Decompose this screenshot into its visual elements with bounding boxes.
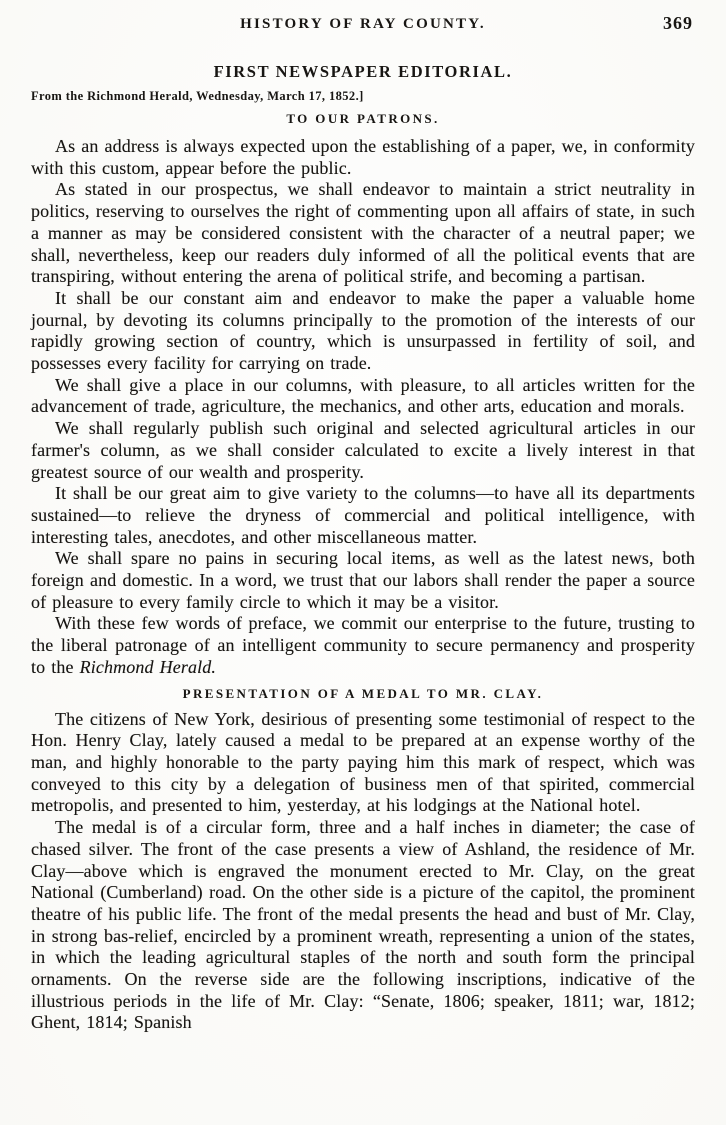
section-heading-medal: PRESENTATION OF A MEDAL TO MR. CLAY. [182, 685, 544, 701]
page-header [31, 13, 695, 38]
paragraph: It shall be our great aim to give variety to the columns—to have all its departments sustained—to relieve the dryness of commercial and political intelligence, with interesting tales, anecdotes, and other miscellaneous matter. [31, 483, 695, 547]
paragraph: We shall spare no pains in securing local items, as well as the latest news, both foreign and domestic. In a word, we trust that our labors shall render the paper a source of pleasure to every family circle to which it may be a visitor. [31, 548, 695, 612]
article-title: FIRST NEWSPAPER EDITORIAL. [213, 62, 513, 81]
paragraph-closing [31, 613, 695, 678]
richmond-herald-italic: Richmond Herald. [79, 656, 216, 677]
section-heading-to-our-patrons: TO OUR PATRONS. [286, 111, 440, 126]
paragraph: As an address is always expected upon the establishing of a paper, we, in conformity with this custom, appear before the public. [31, 136, 695, 178]
paragraph: The medal is of a circular form, three and a half inches in diameter; the case of chased silver. The front of the case presents a view of Ashland, the residence of Mr. Clay—above which is engraved the monument erected to Mr. Clay, on the great National (Cumberland) road. On the other side is a picture of the capitol, the prominent theatre of his public life. The front of the medal presents the head and bust of Mr. Clay, in strong bas-relief, encircled by a prominent wreath, representing a union of the states, in which the leading agricultural staples of the north and south form the principal ornaments. On the reverse side are the following inscriptions, indicative of the illustrious periods in the life of Mr. Clay: “Senate, 1806; speaker, 1811; war, 1812; Ghent, 1814; Spanish [31, 817, 695, 1033]
editorial-article [31, 62, 695, 679]
paragraph: We shall give a place in our columns, with pleasure, to all articles written for the advancement of trade, agriculture, the mechanics, and other arts, education and morals. [31, 374, 695, 417]
paragraph: As stated in our prospectus, we shall endeavor to maintain a strict neutrality in politics, reserving to ourselves the right of commenting upon all affairs of state, in such a manner as may be considered consistent with the character of a neutral paper; we shall, nevertheless, keep our readers duly informed of all the political events that are transpiring, without entering the arena of political strife, and becoming a partisan. [31, 179, 695, 287]
paragraph: We shall regularly publish such original and selected agricultural articles in our farmer's column, as we shall consider calculated to excite a lively interest in that greatest source of our wealth and prosperity. [31, 418, 695, 482]
page-number: 369 [663, 13, 693, 33]
paragraph: It shall be our constant aim and endeavor to make the paper a valuable home journal, by devoting its columns principally to the promotion of the interests of our rapidly growing section of country, which is unsurpassed in fertility of soil, and possesses every facility for carrying on trade. [31, 287, 695, 374]
paragraph-text: With these few words of preface, we commit our enterprise to the future, trusting to the liberal patronage of an intelligent community to secure permanency and prosperity to the [31, 613, 695, 677]
paragraph: The citizens of New York, desirious of presenting some testimonial of respect to the Hon. Henry Clay, lately caused a medal to be prepared at an expense worthy of the man, and highly honorable to the party paying him this mark of respect, which was conveyed to this city by a delegation of business men of that spirited, commercial metropolis, and presented to him, yesterday, at his lodgings at the National hotel. [31, 708, 695, 816]
source-line: From the Richmond Herald, Wednesday, March 17, 1852.] [31, 89, 364, 103]
running-title: HISTORY OF RAY COUNTY. [240, 16, 486, 32]
medal-article [31, 686, 695, 1035]
